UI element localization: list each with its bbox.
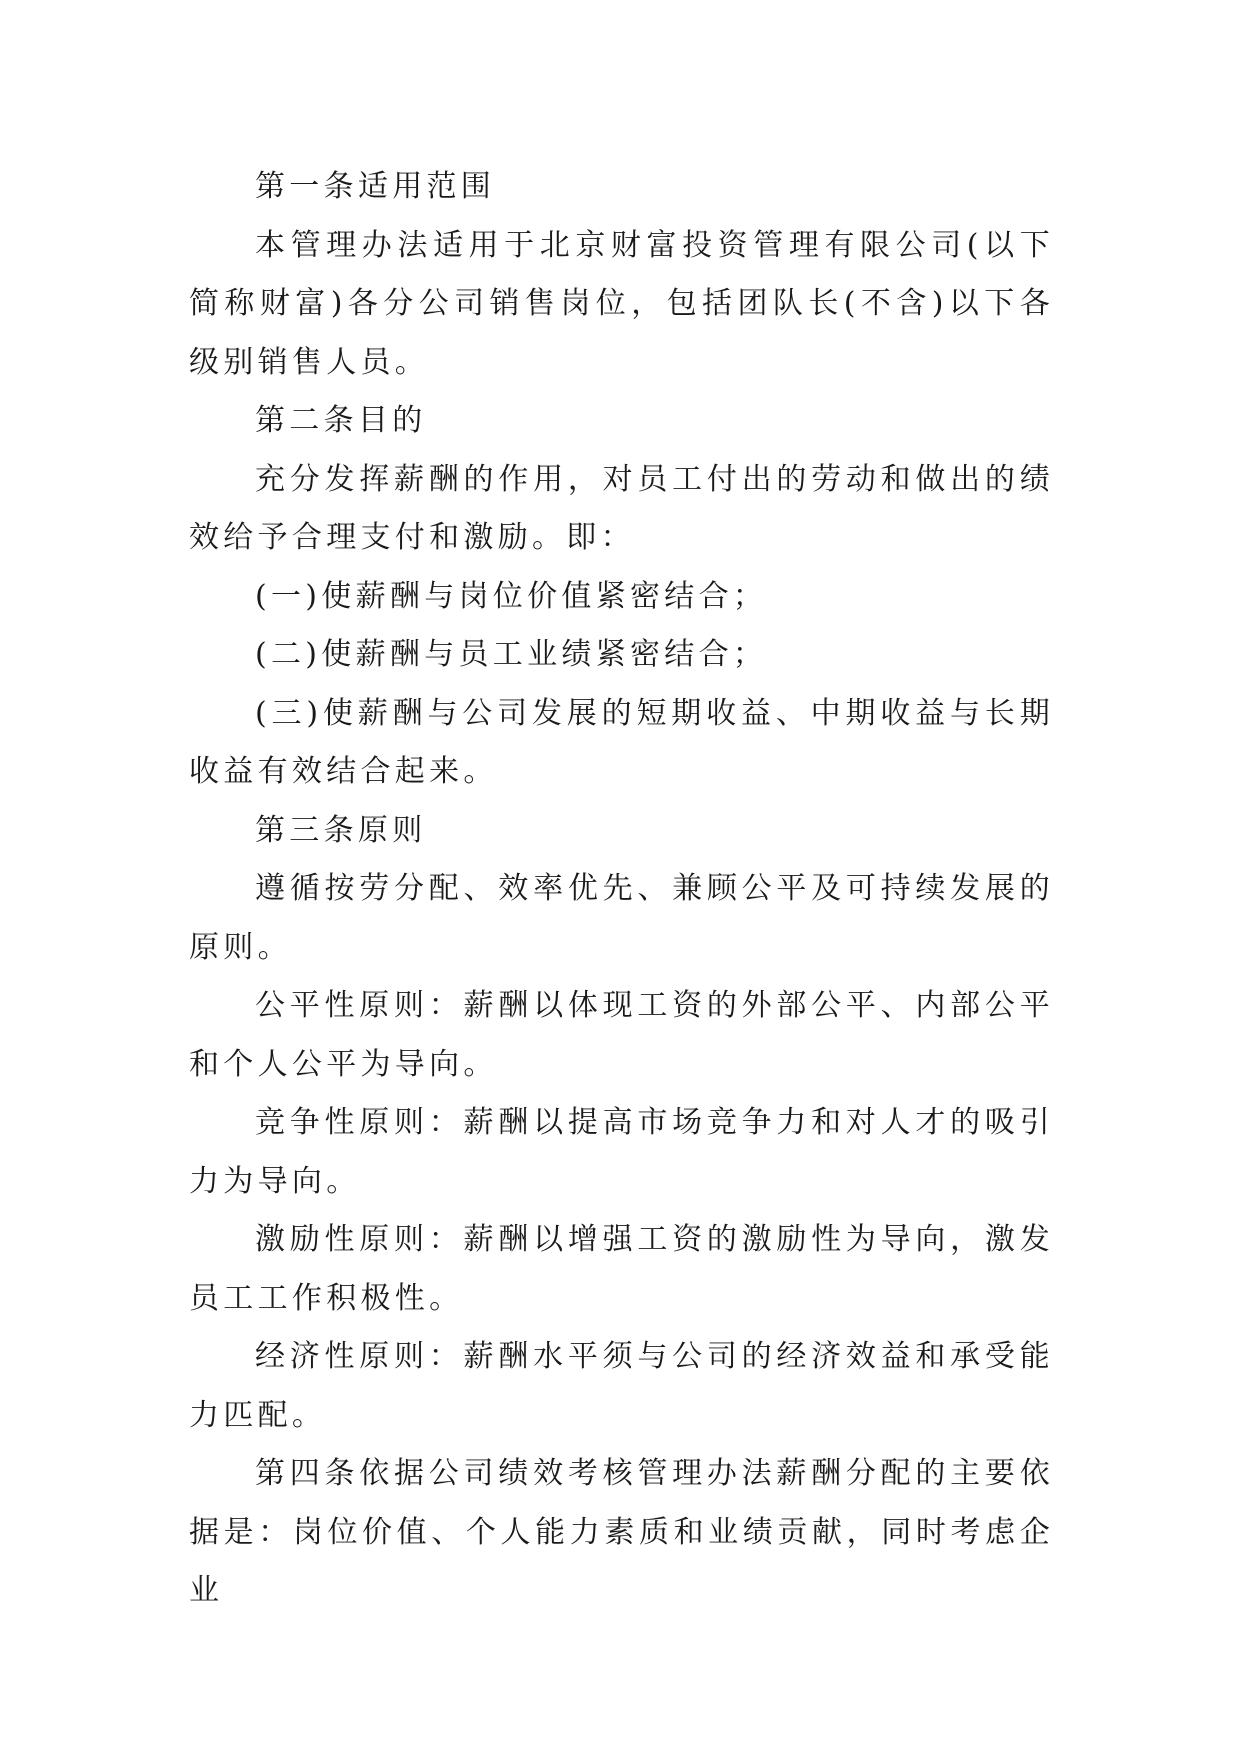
fairness-principle: 公平性原则：薪酬以体现工资的外部公平、内部公平和个人公平为导向。 (189, 988, 1054, 1082)
article-2-item-2: (二)使薪酬与员工业绩紧密结合； (255, 637, 768, 672)
article-3-heading: 第三条原则 (255, 812, 427, 848)
article-1-heading: 第一条适用范围 (255, 169, 496, 204)
article-3-paragraph: 遵循按劳分配、效率优先、兼顾公平及可持续发展的原则。 (189, 871, 1054, 965)
article-4-paragraph: 第四条依据公司绩效考核管理办法薪酬分配的主要依据是：岗位价值、个人能力素质和业绩贡献，同时考虑企业 (189, 1456, 1054, 1608)
incentive-principle: 激励性原则：薪酬以增强工资的激励性为导向，激发员工工作积极性。 (189, 1222, 1054, 1316)
competitiveness-principle: 竞争性原则：薪酬以提高市场竞争力和对人才的吸引力为导向。 (189, 1105, 1054, 1199)
article-2-item-1: (一)使薪酬与岗位价值紧密结合； (255, 578, 768, 614)
article-2-heading: 第二条目的 (255, 403, 427, 438)
economy-principle: 经济性原则：薪酬水平须与公司的经济效益和承受能力匹配。 (189, 1339, 1054, 1433)
article-2-paragraph: 充分发挥薪酬的作用，对员工付出的劳动和做出的绩效给予合理支付和激励。即： (189, 461, 1054, 555)
article-1-paragraph: 本管理办法适用于北京财富投资管理有限公司(以下简称财富)各分公司销售岗位，包括团队长(不含)以下各级别销售人员。 (189, 227, 1054, 380)
document-body (189, 158, 1054, 1621)
article-2-item-3: (三)使薪酬与公司发展的短期收益、中期收益与长期收益有效结合起来。 (189, 695, 1054, 789)
